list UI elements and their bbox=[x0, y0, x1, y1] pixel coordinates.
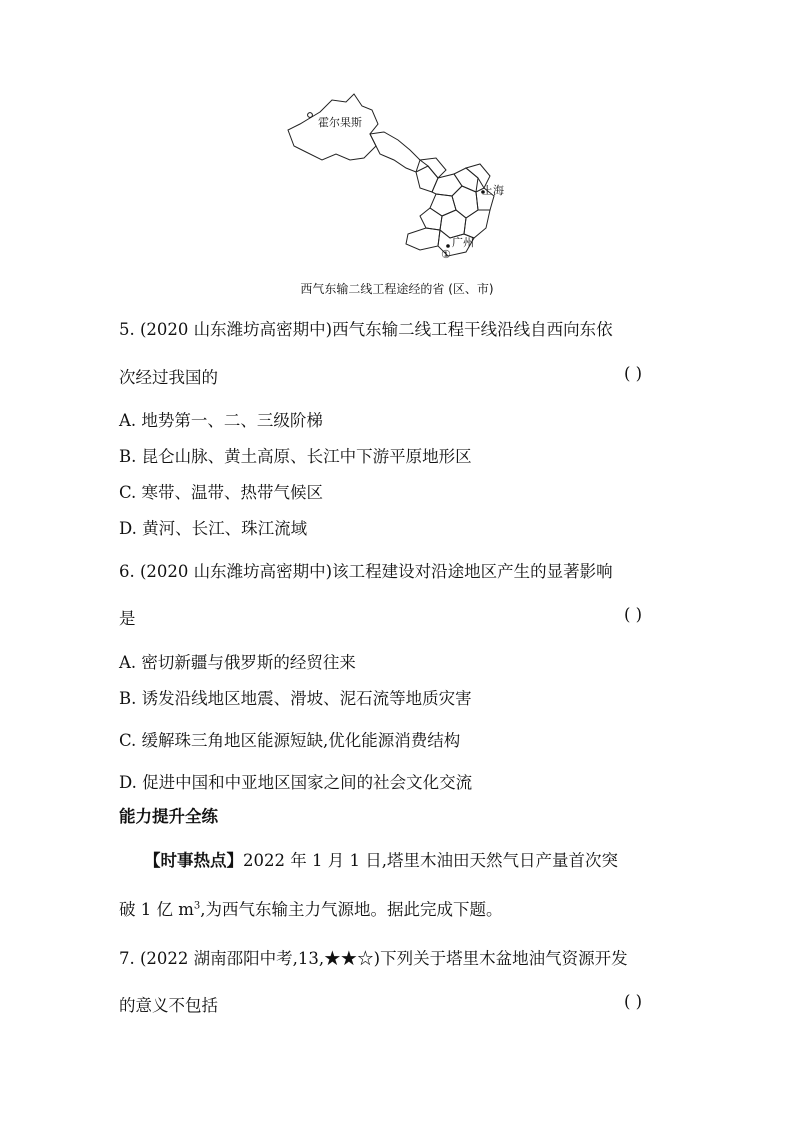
figure-caption: 西气东输二线工程途经的省 (区、市) bbox=[300, 282, 494, 296]
hotspot-line1 bbox=[144, 847, 618, 871]
q6-stem-line2: 是 bbox=[119, 609, 136, 628]
q7-stem-line1: 7. (2022 湖南邵阳中考,13,★★☆)下列关于塔里木盆地油气资源开发 bbox=[119, 949, 628, 968]
q5-option-c[interactable]: C. 寒带、温带、热带气候区 bbox=[119, 483, 324, 502]
section-title: 能力提升全练 bbox=[119, 807, 218, 826]
hotspot-line2 bbox=[119, 896, 503, 920]
q5-stem-line2: 次经过我国的 bbox=[119, 368, 218, 387]
label-khorgos: 霍尔果斯 bbox=[318, 116, 362, 129]
q5-stem-line1: 5. (2020 山东潍坊高密期中)西气东输二线工程干线沿线自西向东依 bbox=[119, 320, 613, 339]
province-outline-map bbox=[280, 88, 520, 270]
q5-answer-blank[interactable]: ( ) bbox=[624, 364, 643, 383]
q6-answer-blank[interactable]: ( ) bbox=[624, 605, 643, 624]
hotspot-text-1: 2022 年 1 月 1 日,塔里木油田天然气日产量首次突 bbox=[243, 851, 618, 870]
label-guangzhou: 广州 bbox=[452, 236, 474, 249]
q7-answer-blank[interactable]: ( ) bbox=[624, 992, 643, 1011]
q6-option-a[interactable]: A. 密切新疆与俄罗斯的经贸往来 bbox=[119, 653, 356, 672]
label-marker-1: ① bbox=[441, 248, 451, 261]
hotspot-tag: 【时事热点】 bbox=[144, 851, 243, 870]
pipeline-route-map bbox=[280, 88, 520, 270]
q5-option-d[interactable]: D. 黄河、长江、珠江流域 bbox=[119, 519, 308, 538]
q6-option-c[interactable]: C. 缓解珠三角地区能源短缺,优化能源消费结构 bbox=[119, 731, 461, 750]
q6-option-d[interactable]: D. 促进中国和中亚地区国家之间的社会文化交流 bbox=[119, 773, 473, 792]
hotspot-text-2a: 破 1 亿 m bbox=[119, 900, 194, 919]
label-shanghai: 上海 bbox=[482, 184, 504, 197]
hotspot-text-2b: ,为西气东输主力气源地。据此完成下题。 bbox=[200, 900, 503, 919]
q7-stem-line2: 的意义不包括 bbox=[119, 996, 218, 1015]
hotspot-superscript: 3 bbox=[193, 900, 201, 912]
q5-option-a[interactable]: A. 地势第一、二、三级阶梯 bbox=[119, 411, 323, 430]
q6-stem-line1: 6. (2020 山东潍坊高密期中)该工程建设对沿途地区产生的显著影响 bbox=[119, 562, 613, 581]
q6-option-b[interactable]: B. 诱发沿线地区地震、滑坡、泥石流等地质灾害 bbox=[119, 689, 472, 708]
q5-option-b[interactable]: B. 昆仑山脉、黄土高原、长江中下游平原地形区 bbox=[119, 447, 472, 466]
